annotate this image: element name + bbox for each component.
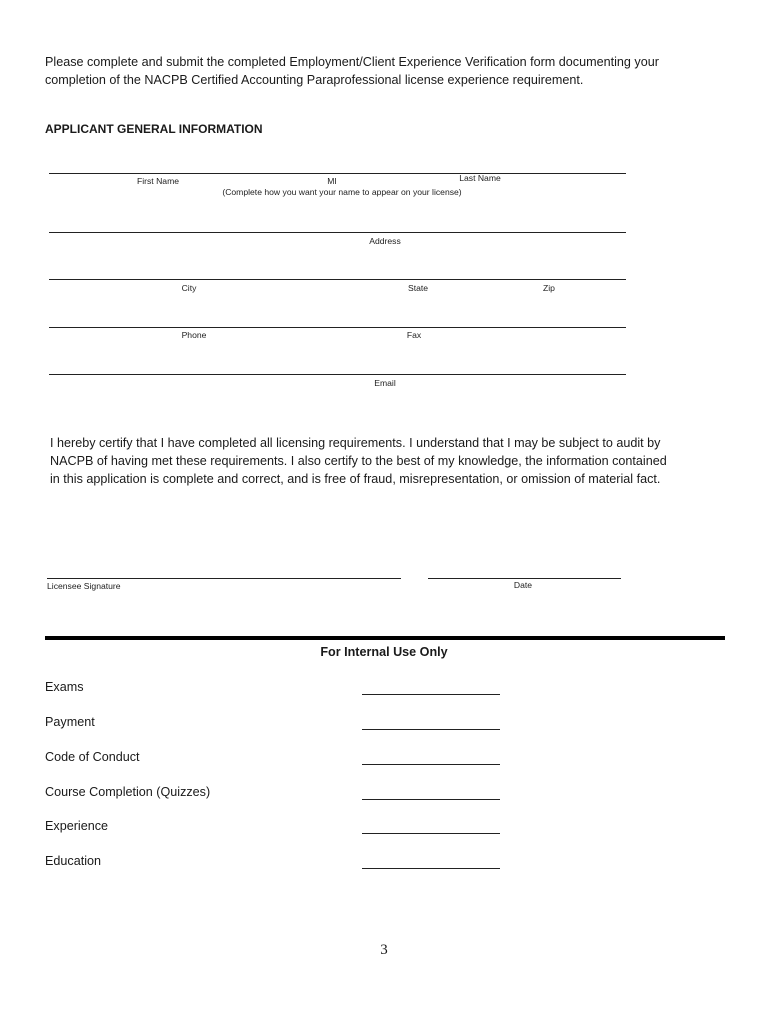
education-line[interactable] [362,868,500,869]
email-label: Email [374,378,396,388]
city-state-zip-line[interactable] [49,279,626,280]
name-note: (Complete how you want your name to appear on your license) [222,187,462,197]
city-label: City [181,283,197,293]
internal-item-course-completion: Course Completion (Quizzes) [45,785,211,799]
code-of-conduct-line[interactable] [362,764,500,765]
section-divider [45,636,725,640]
last-name-label: Last Name [459,173,501,183]
certification-paragraph: I hereby certify that I have completed all licensing requirements. I understand that I may be subject to audit by NACPB of having met these requirements. I also certify to the best of my knowledge, the information contained in this application is complete and correct, and is free of fraud, misrepresentation, or omission of material fact. [50,436,667,486]
phone-label: Phone [181,330,207,340]
internal-item-payment: Payment [45,715,95,729]
course-completion-line[interactable] [362,799,500,800]
exams-line[interactable] [362,694,500,695]
page-number: 3 [380,942,388,958]
internal-use-title: For Internal Use Only [320,645,448,659]
name-line[interactable] [49,173,626,174]
mi-label: MI [327,176,337,186]
internal-item-education: Education [45,854,102,868]
experience-line[interactable] [362,833,500,834]
email-line[interactable] [49,374,626,375]
signature-label: Licensee Signature [47,581,121,591]
date-line[interactable] [428,578,621,579]
internal-item-experience: Experience [45,819,109,833]
zip-label: Zip [543,283,555,293]
state-label: State [407,283,429,293]
section-title: APPLICANT GENERAL INFORMATION [45,122,263,136]
fax-label: Fax [406,330,422,340]
address-line[interactable] [49,232,626,233]
internal-item-code-of-conduct: Code of Conduct [45,750,140,764]
first-name-label: First Name [136,176,180,186]
phone-fax-line[interactable] [49,327,626,328]
intro-paragraph: Please complete and submit the completed Employment/Client Experience Verification form documenting your completion of the NACPB Certified Accounting Paraprofessional license experience requirement. [45,55,659,87]
payment-line[interactable] [362,729,500,730]
signature-line[interactable] [47,578,401,579]
address-label: Address [369,236,401,246]
date-label: Date [513,580,533,590]
internal-item-exams: Exams [45,680,84,694]
